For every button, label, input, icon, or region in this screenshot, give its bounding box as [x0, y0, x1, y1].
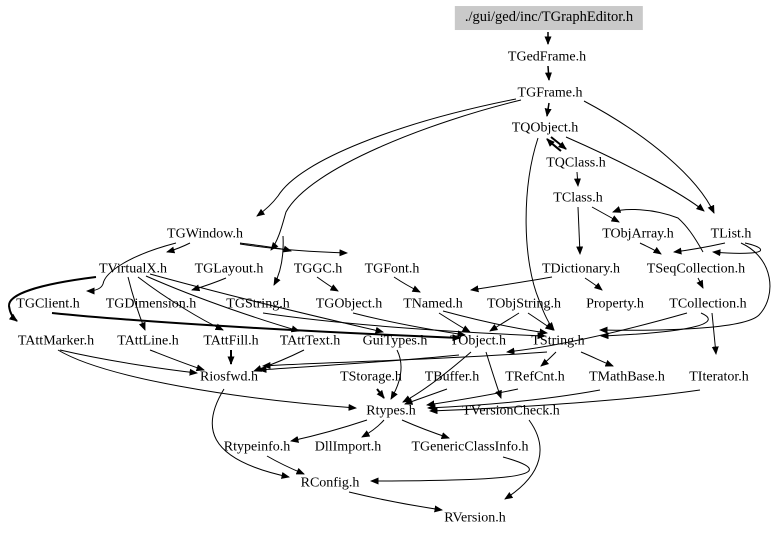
node-RConfig[interactable]: RConfig.h — [300, 475, 360, 491]
edge-Riosfwd-to-RConfig — [212, 389, 289, 477]
node-TAttMarker[interactable]: TAttMarker.h — [17, 333, 95, 349]
node-TGDimension[interactable]: TGDimension.h — [105, 296, 197, 312]
edge-TList-to-TString — [600, 243, 770, 330]
edge-TNamed-to-TString — [443, 311, 547, 333]
edge-TGFont-to-TNamed — [394, 277, 420, 292]
node-TGObject[interactable]: TGObject.h — [315, 296, 383, 312]
node-Riosfwd[interactable]: Riosfwd.h — [200, 369, 258, 385]
edge-TObjString-to-TObject — [490, 313, 519, 331]
node-TGFrame[interactable]: TGFrame.h — [517, 85, 583, 101]
edge-TGFrame-to-TQObject — [547, 103, 549, 116]
edge-Rtypes-to-Rtypeinfo — [291, 420, 367, 441]
node-TQObject[interactable]: TQObject.h — [511, 120, 579, 136]
edge-TString-to-TMathBase — [581, 352, 613, 366]
node-TQClass[interactable]: TQClass.h — [546, 155, 606, 171]
node-TGenericClassInfo[interactable]: TGenericClassInfo.h — [411, 439, 529, 455]
edge-TAttMarker-to-Riosfwd — [60, 350, 197, 373]
node-TGraphEditor: ./gui/ged/inc/TGraphEditor.h — [455, 6, 643, 30]
edge-TObjString-to-TString — [528, 313, 553, 330]
node-TClass[interactable]: TClass.h — [553, 190, 603, 206]
node-TGWindow[interactable]: TGWindow.h — [167, 226, 243, 242]
edge-TGLayout-to-TGDimension — [192, 278, 226, 290]
node-TIterator[interactable]: TIterator.h — [689, 369, 749, 385]
edge-TStorage-to-Rtypes — [377, 389, 384, 398]
node-Rtypeinfo[interactable]: Rtypeinfo.h — [223, 439, 291, 455]
node-TStorage[interactable]: TStorage.h — [340, 369, 402, 385]
node-TObjString[interactable]: TObjString.h — [486, 296, 562, 312]
node-GuiTypes[interactable]: GuiTypes.h — [362, 333, 428, 349]
node-TAttLine[interactable]: TAttLine.h — [117, 333, 179, 349]
node-Rtypes[interactable]: Rtypes.h — [366, 403, 416, 419]
edge-TNamed-to-TObject — [439, 313, 470, 332]
edge-Rtypeinfo-to-RConfig — [267, 456, 304, 474]
edge-TSeqCollection-to-TCollection — [698, 278, 703, 288]
edge-TQClass-to-TClass — [577, 172, 578, 186]
edge-TGenericClassInfo-to-RConfig — [371, 457, 529, 481]
node-Property[interactable]: Property.h — [586, 296, 644, 312]
node-TNamed[interactable]: TNamed.h — [403, 296, 463, 312]
node-TAttFill[interactable]: TAttFill.h — [203, 333, 259, 349]
edge-TAttLine-to-Riosfwd — [150, 350, 204, 370]
edge-TObject-to-TVersionCheck — [486, 352, 501, 398]
node-TSeqCollection[interactable]: TSeqCollection.h — [646, 261, 746, 277]
edge-TObjArray-to-TSeqCollection — [640, 243, 661, 254]
edge-TString-to-Riosfwd — [263, 352, 547, 366]
edge-TCollection-to-TIterator — [712, 313, 716, 354]
edge-RConfig-to-RVersion — [349, 492, 442, 510]
edge-TQObject-to-TQClass — [551, 137, 566, 149]
edge-TGObject-to-TObject — [353, 313, 465, 335]
node-TDictionary[interactable]: TDictionary.h — [541, 261, 621, 277]
edge-Rtypes-to-DllImport — [362, 420, 384, 437]
node-TGedFrame[interactable]: TGedFrame.h — [507, 49, 587, 65]
edge-TClass-to-TObjArray — [592, 207, 619, 222]
node-TMathBase[interactable]: TMathBase.h — [589, 369, 665, 385]
node-TRefCnt[interactable]: TRefCnt.h — [505, 369, 565, 385]
node-TList[interactable]: TList.h — [710, 226, 752, 242]
edge-TList-to-TSeqCollection — [674, 243, 725, 252]
edge-TGedFrame-to-TGFrame — [548, 66, 549, 80]
node-TGGC[interactable]: TGGC.h — [293, 261, 343, 277]
node-TVirtualX[interactable]: TVirtualX.h — [99, 261, 167, 277]
edge-Rtypes-to-TGenericClassInfo — [402, 420, 449, 438]
node-TObjArray[interactable]: TObjArray.h — [602, 226, 674, 242]
node-TString[interactable]: TString.h — [531, 333, 585, 349]
edge-TDictionary-to-TNamed — [471, 277, 552, 290]
node-TGLayout[interactable]: TGLayout.h — [194, 261, 264, 277]
node-TGString[interactable]: TGString.h — [226, 296, 290, 312]
node-TVersionCheck[interactable]: TVersionCheck.h — [462, 403, 560, 419]
edge-TGGC-to-TGObject — [317, 277, 338, 291]
edge-TCollection-to-TString — [601, 313, 708, 336]
edge-TString-to-TRefCnt — [541, 352, 556, 366]
edge-TClass-to-TDictionary — [578, 207, 580, 254]
edge-TGFrame-to-TGLayout — [271, 100, 521, 250]
node-TBuffer[interactable]: TBuffer.h — [424, 369, 480, 385]
node-TObject[interactable]: TObject.h — [449, 333, 507, 349]
node-DllImport[interactable]: DllImport.h — [314, 439, 382, 455]
edge-TQClass-to-TQObject — [547, 139, 561, 151]
edge-TDictionary-to-Property — [585, 278, 602, 290]
node-RVersion[interactable]: RVersion.h — [444, 510, 506, 526]
node-TAttText[interactable]: TAttText.h — [279, 333, 341, 349]
edge-TBuffer-to-Rtypes — [405, 389, 447, 404]
node-TCollection[interactable]: TCollection.h — [669, 296, 747, 312]
node-TGFont[interactable]: TGFont.h — [364, 261, 420, 277]
node-TGClient[interactable]: TGClient.h — [16, 296, 80, 312]
